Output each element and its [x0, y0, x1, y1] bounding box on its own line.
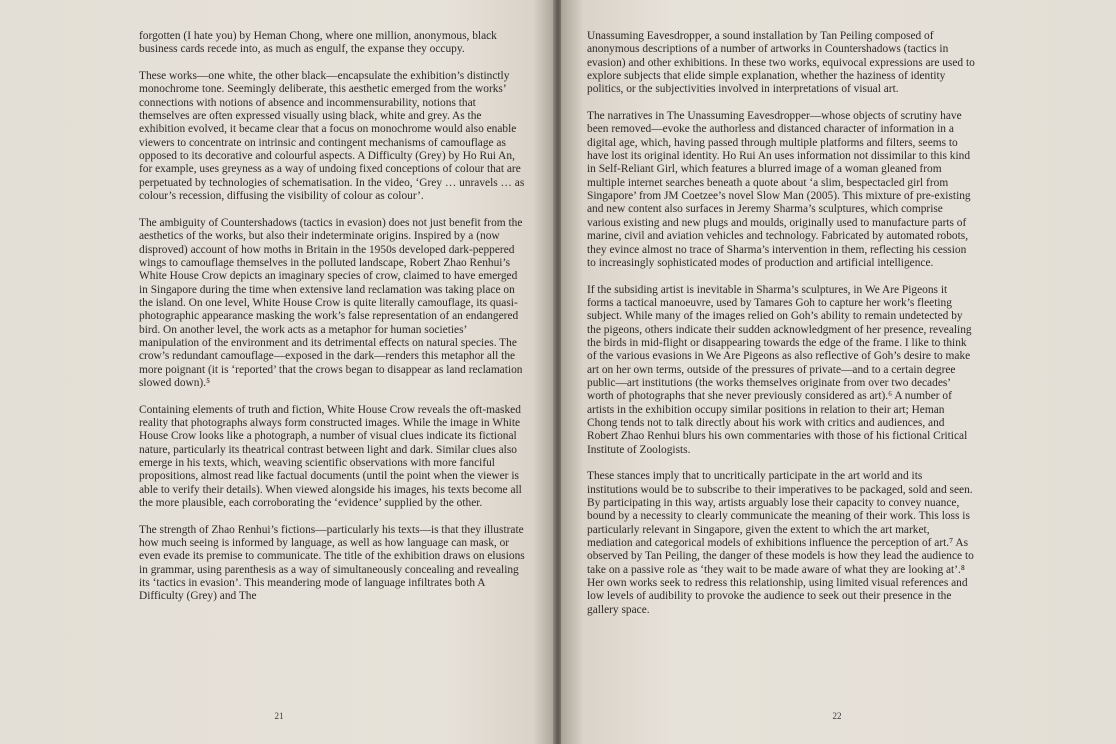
paragraph: forgotten (I hate you) by Heman Chong, where one million, anonymous, black business cards recede into, as much as engulf, the expanse they occupy.: [139, 30, 497, 56]
paragraph: The strength of Zhao Renhui’s fictions—particularly his texts—is that they illustrate how much seeing is informed by language, as well as how language can mask, or even evade its premise to communicate. The title of the exhibition draws on elusions in grammar, using parenthesis as a way of simultaneously concealing and revealing its ‘tactics in evasion’. This meandering mode of language infiltrates both A Difficulty (Grey) and The: [139, 523, 525, 603]
left-page: [0, 0, 555, 744]
right-page-text: [587, 30, 975, 630]
paragraph: If the subsiding artist is inevitable in Sharma’s sculptures, in We Are Pigeons it forms a tactical manoeuvre, used by Tamares Goh to capture her work’s fleeting subject. While many of the images relied on Goh’s ability to remain undetected by the pigeons, others indicate their sudden acknowledgment of her presence, revealing the birds in mid-flight or disappearing towards the edge of the frame. I like to think of the various evasions in We Are Pigeons as also reflective of Goh’s desire to make art on her own terms, outside of the pressures of private—and to a certain degree public—art institutions (the works themselves originate from over two decades’ worth of photographs that she never previously considered as art).⁶ A number of artists in the exhibition occupy similar positions in relation to their art; Heman Chong tends not to talk directly about his work with critics and audiences, and Robert Zhao Renhui blurs his own commentaries with those of his fictional Critical Institute of Zoologists.: [587, 283, 972, 456]
right-page: [561, 0, 1116, 744]
page-number-left: 21: [274, 711, 284, 721]
paragraph: The narratives in The Unassuming Eavesdropper—whose objects of scrutiny have been removed—evoke the authorless and distanced character of information in a digital age, which, having passed through multiple platforms and filters, seems to have lost its original identity. Ho Rui An uses information not dissimilar to this kind in Self-Reliant Girl, which features a blurred image of a woman gleaned from multiple internet searches beneath a quote about ‘a slim, bespectacled girl from Singapore’ from JM Coetzee’s novel Slow Man (2005). This mixture of pre-existing and new content also surfaces in Jeremy Sharma’s sculptures, which comprise various existing and new plugs and moulds, originally used to manufacture parts of marine, civil and aviation vehicles and technology. Fabricated by automated robots, they evince almost no trace of Sharma’s intervention in them, reflecting his cession to increasingly sophisticated modes of production and artificial intelligence.: [587, 110, 971, 269]
paragraph: Containing elements of truth and fiction, White House Crow reveals the oft-masked reality that photographs always form constructed images. While the image in White House Crow looks like a photograph, a number of visual clues indicate its fictional nature, particularly its theatrical contrast between light and dark. Similar clues also emerge in his texts, which, weaving scientific observations with more fanciful propositions, almost read like factual documents (until the point when the viewer is able to verify their details). When viewed alongside his images, his texts become all the more plausible, each corroborating the ‘evidence’ supplied by the other.: [139, 403, 522, 510]
left-page-text: [139, 30, 527, 617]
paragraph: These works—one white, the other black—encapsulate the exhibition’s distinctly monochrome tone. Seemingly deliberate, this aesthetic emerged from the works’ connections with notions of absence and incommensurability, notions that themselves are often expressed visually using black, white and grey. As the exhibition evolved, it became clear that a focus on monochrome would also enable viewers to concentrate on intrinsic and contingent mechanisms of camouflage as opposed to its decorative and colourful aspects. A Difficulty (Grey) by Ho Rui An, for example, uses greyness as a way of undoing fixed conceptions of colour that are perpetuated by technologies of schematisation. In the video, ‘Grey … unravels … as colour’s recession, diffusing the visibility of colour as colour’.: [139, 70, 525, 203]
paragraph: The ambiguity of Countershadows (tactics in evasion) does not just benefit from the aesthetics of the works, but also their indeterminate origins. Inspired by a (now disproved) account of how moths in Britain in the 1950s developed dark-peppered wings to camouflage themselves in the polluted landscape, Robert Zhao Renhui’s White House Crow depicts an imaginary species of crow, claimed to have emerged in Singapore during the time when extensive land reclamation was taking place on the island. On one level, White House Crow is quite literally camouflage, its quasi-photographic appearance masking the work’s false representation of an endangered bird. On another level, the work acts as a metaphor for human societies’ manipulation of the environment and its detrimental effects on natural species. The crow’s redundant camouflage—exposed in the dark—renders this metaphor all the more poignant (it is ‘reported’ that the crows began to disappear as land reclamation slowed down).⁵: [139, 216, 523, 389]
paragraph: Unassuming Eavesdropper, a sound installation by Tan Peiling composed of anonymous descriptions of a number of artworks in Countershadows (tactics in evasion) and other exhibitions. In these two works, equivocal expressions are used to explore subjects that elide simple explanation, whether the haziness of identity politics, or the subjectivities involved in interpretations of visual art.: [587, 30, 975, 96]
page-number-right: 22: [832, 711, 842, 721]
paragraph: These stances imply that to uncritically participate in the art world and its institutions would be to subscribe to their imperatives to be packaged, sold and seen. By participating in this way, artists arguably lose their capacity to convey nuance, bound by a necessity to clearly communicate the meaning of their work. This loss is particularly relevant in Singapore, given the extent to which the art market, mediation and categorical models of exhibitions influence the perception of art.⁷ As observed by Tan Peiling, the danger of these models is how they lead the audience to take on a passive role as ‘they wait to be made aware of what they are looking at’.⁸ Her own works seek to redress this relationship, using limited visual references and low levels of audibility to provoke the audience to seek out their presence in the gallery space.: [587, 470, 974, 616]
